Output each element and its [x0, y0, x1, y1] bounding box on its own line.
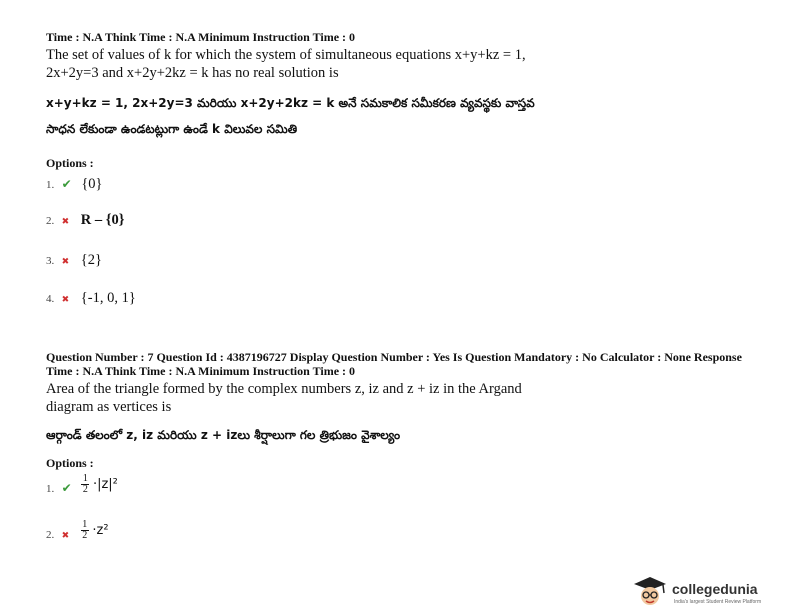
- q2-option-1[interactable]: [46, 474, 118, 495]
- q1-options-label: Options :: [46, 156, 94, 170]
- option-text: ·z²: [92, 522, 109, 538]
- option-number: 3.: [46, 255, 55, 267]
- q2-text-line2: diagram as vertices is: [46, 399, 172, 415]
- logo-tagline: India's largest Student Review Platform: [674, 599, 762, 605]
- option-text: ·|z|²: [92, 476, 118, 492]
- q1-option-2[interactable]: [46, 212, 124, 229]
- option-number: 2.: [46, 529, 55, 541]
- option-number: 2.: [46, 215, 55, 227]
- fraction: [81, 474, 89, 495]
- q2-option-2[interactable]: [46, 520, 109, 541]
- q1-option-1[interactable]: [46, 176, 102, 193]
- fraction-numerator: 1: [82, 519, 88, 530]
- fraction: [81, 520, 89, 541]
- option-number: 4.: [46, 293, 55, 305]
- q2-telugu-line1: ఆర్గాండ్ తలంలో z, iz మరియు z + izలు శీర్షాలుగా గల త్రిభుజం వైశాల్యం: [46, 428, 401, 442]
- fraction-numerator: 1: [82, 473, 88, 484]
- cross-icon: ✖: [61, 257, 70, 267]
- graduate-mascot-icon: [630, 574, 670, 608]
- fraction-denominator: 2: [82, 530, 88, 541]
- cross-icon: ✖: [61, 295, 70, 305]
- cross-icon: ✖: [61, 531, 70, 541]
- q1-option-4[interactable]: [46, 290, 136, 307]
- cross-icon: ✖: [61, 217, 70, 227]
- option-text: {-1, 0, 1}: [80, 290, 136, 306]
- q1-telugu-line2: సాధన లేకుండా ఉండటట్లుగా ఉండే k విలువల సమితి: [46, 122, 298, 136]
- q1-telugu-line1: x+y+kz = 1, 2x+2y=3 మరియు x+2y+2kz = k అనే సమకాలిక సమీకరణ వ్యవస్థకు వాస్తవ: [46, 96, 535, 110]
- q1-text-line1: The set of values of k for which the system of simultaneous equations x+y+kz = 1,: [46, 47, 526, 63]
- option-text: {2}: [80, 252, 102, 268]
- check-icon: ✔: [61, 481, 72, 495]
- q2-options-label: Options :: [46, 456, 94, 470]
- q2-meta: Time : N.A Think Time : N.A Minimum Instruction Time : 0: [46, 364, 356, 378]
- q1-meta: Time : N.A Think Time : N.A Minimum Instruction Time : 0: [46, 30, 356, 44]
- option-number: 1.: [46, 483, 55, 495]
- q2-text-line1: Area of the triangle formed by the complex numbers z, iz and z + iz in the Argand: [46, 381, 522, 397]
- option-number: 1.: [46, 179, 55, 191]
- q1-text-line2: 2x+2y=3 and x+2y+2kz = k has no real solution is: [46, 65, 339, 81]
- check-icon: ✔: [61, 177, 72, 191]
- fraction-denominator: 2: [82, 484, 88, 495]
- q2-header: Question Number : 7 Question Id : 4387196727 Display Question Number : Yes Is Question Mandatory : No Calculator : None Response: [46, 350, 742, 364]
- q1-option-3[interactable]: [46, 252, 102, 269]
- logo-name: collegedunia: [672, 581, 758, 597]
- option-text: {0}: [81, 176, 103, 192]
- option-text: R – {0}: [80, 212, 125, 228]
